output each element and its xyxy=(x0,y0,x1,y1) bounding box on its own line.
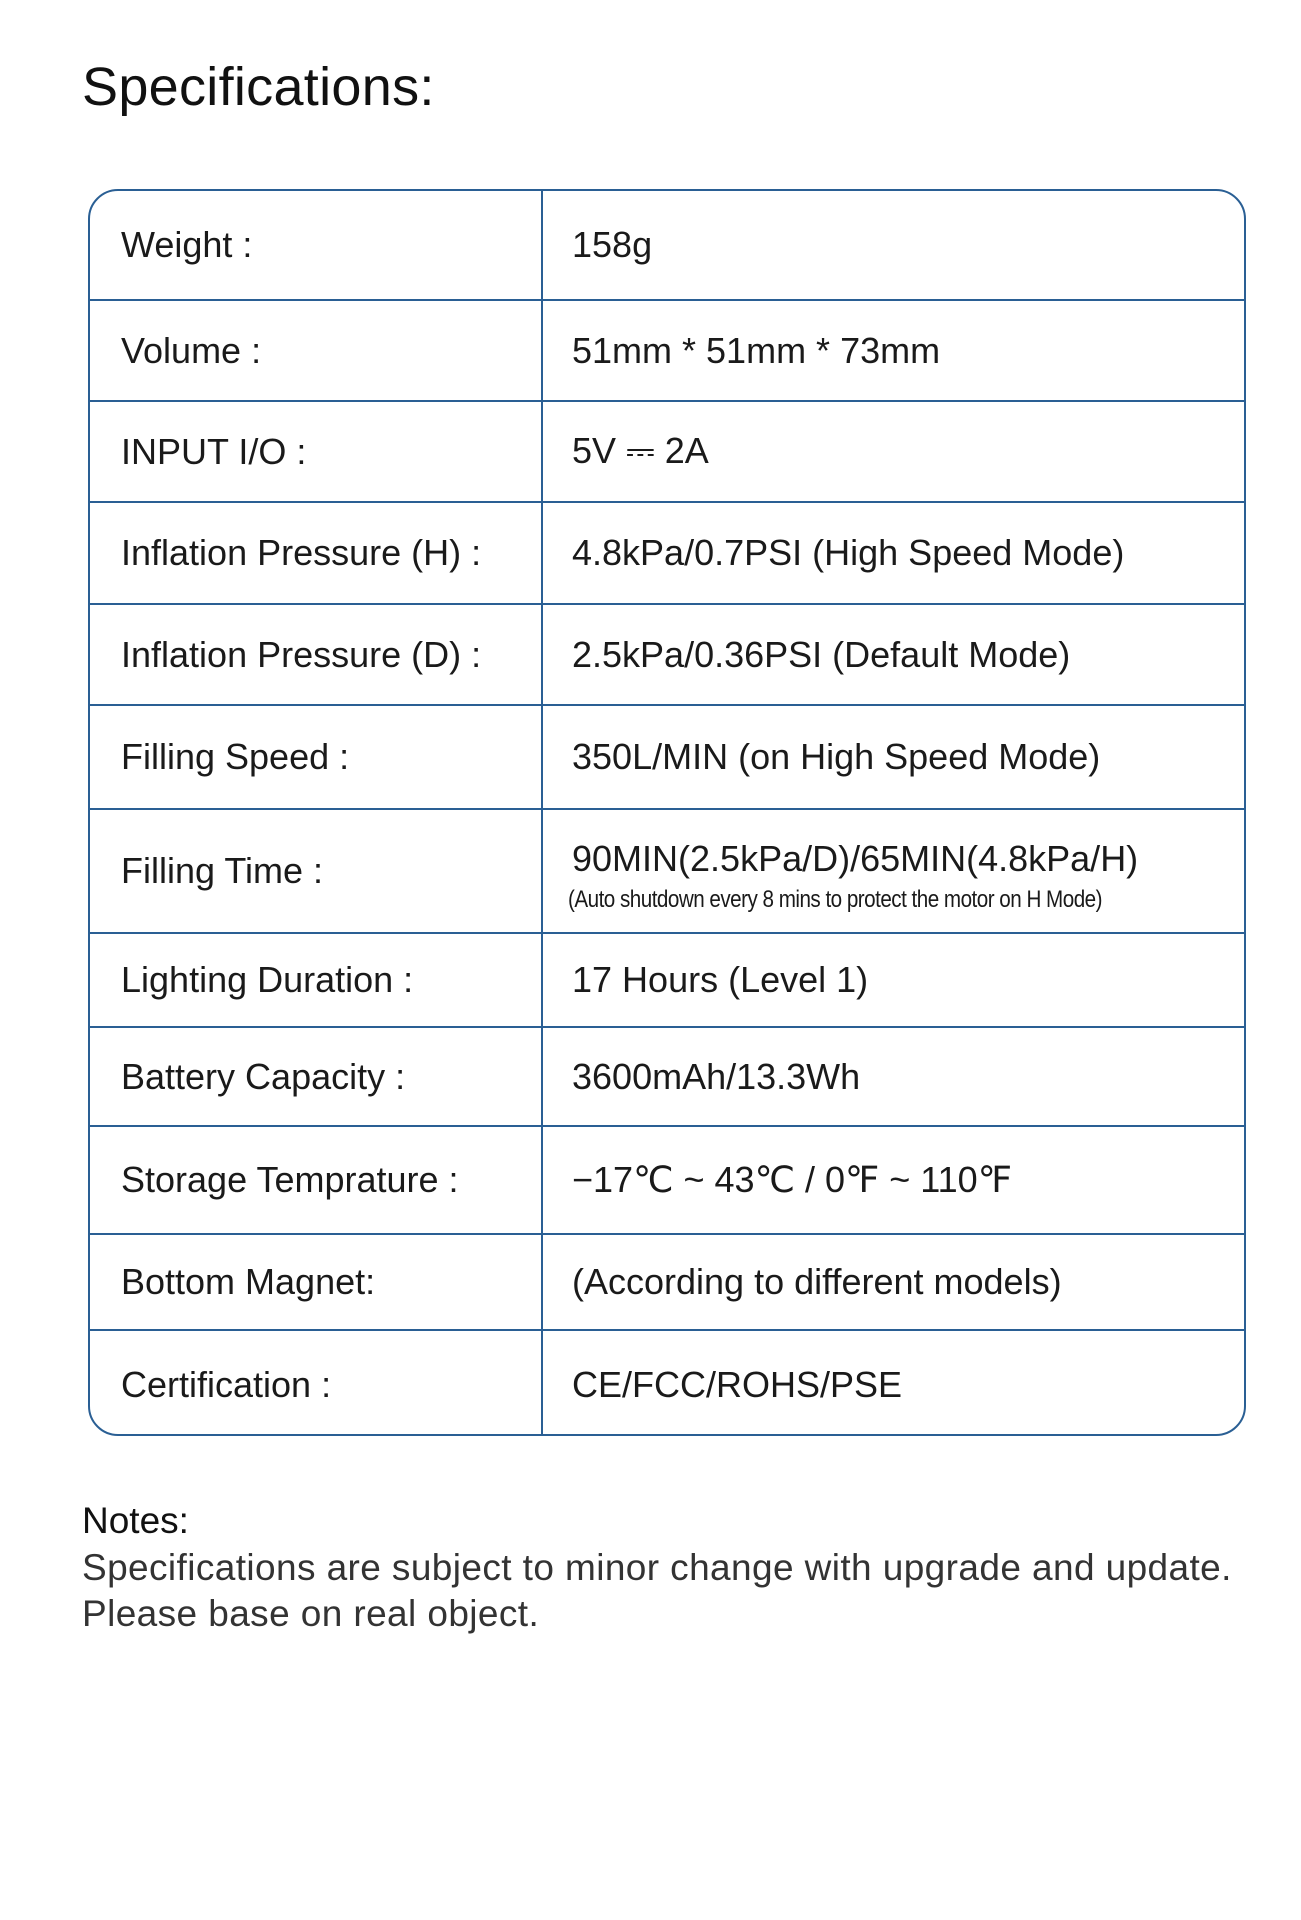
spec-row-storage-temperature xyxy=(90,1127,1244,1235)
spec-label: Weight : xyxy=(90,191,543,299)
spec-row-weight xyxy=(90,191,1244,301)
spec-table xyxy=(88,189,1246,1436)
spec-label: Battery Capacity : xyxy=(90,1028,543,1125)
spec-label: Lighting Duration : xyxy=(90,934,543,1026)
spec-value xyxy=(543,1235,1244,1329)
spec-row-volume xyxy=(90,301,1244,402)
spec-value xyxy=(543,503,1244,603)
spec-value xyxy=(543,706,1244,808)
spec-value xyxy=(543,402,1244,501)
spec-label: Certification : xyxy=(90,1331,543,1436)
spec-value xyxy=(543,1028,1244,1125)
spec-value-note: (Auto shutdown every 8 mins to protect the motor on H Mode) xyxy=(568,886,1102,913)
spec-value xyxy=(543,1127,1244,1233)
spec-value-text: 4.8kPa/0.7PSI (High Speed Mode) xyxy=(572,532,1125,573)
page-title: Specifications: xyxy=(82,57,435,117)
spec-value-text: CE/FCC/ROHS/PSE xyxy=(572,1363,903,1405)
notes-text: Specifications are subject to minor change with upgrade and update. Please base on real object. xyxy=(82,1547,1232,1634)
spec-value-text: 158g xyxy=(572,224,653,265)
spec-value-text: 350L/MIN (on High Speed Mode) xyxy=(572,736,1101,777)
spec-row-battery-capacity xyxy=(90,1028,1244,1127)
spec-row-filling-time xyxy=(90,810,1244,934)
spec-value xyxy=(543,810,1244,932)
spec-row-input xyxy=(90,402,1244,503)
spec-value-text: 17 Hours (Level 1) xyxy=(572,959,869,1000)
spec-value xyxy=(543,301,1244,400)
spec-value-text: 90MIN(2.5kPa/D)/65MIN(4.8kPa/H) xyxy=(572,838,1139,879)
spec-label: Filling Time : xyxy=(90,810,543,932)
spec-row-filling-speed xyxy=(90,706,1244,810)
spec-value-text: 5V ⎓ 2A xyxy=(572,430,709,471)
spec-label: Filling Speed : xyxy=(90,706,543,808)
spec-row-inflation-pressure-h xyxy=(90,503,1244,605)
spec-value-text: (According to different models) xyxy=(572,1261,1062,1302)
spec-value xyxy=(543,1331,1244,1436)
spec-label: INPUT I/O : xyxy=(90,402,543,501)
spec-label: Bottom Magnet: xyxy=(90,1235,543,1329)
spec-label: Volume : xyxy=(90,301,543,400)
spec-row-inflation-pressure-d xyxy=(90,605,1244,706)
spec-row-lighting-duration xyxy=(90,934,1244,1028)
spec-row-bottom-magnet xyxy=(90,1235,1244,1331)
spec-value-text: 2.5kPa/0.36PSI (Default Mode) xyxy=(572,633,1071,675)
spec-label: Storage Temprature : xyxy=(90,1127,543,1233)
spec-value-text: 3600mAh/13.3Wh xyxy=(572,1055,861,1097)
spec-row-certification xyxy=(90,1331,1244,1436)
spec-label: Inflation Pressure (D) : xyxy=(90,605,543,704)
spec-value-text: −17℃ ~ 43℃ / 0℉ ~ 110℉ xyxy=(572,1159,1012,1200)
spec-value xyxy=(543,605,1244,704)
spec-label: Inflation Pressure (H) : xyxy=(90,503,543,603)
spec-value xyxy=(543,191,1244,299)
spec-value xyxy=(543,934,1244,1026)
spec-value-text: 51mm * 51mm * 73mm xyxy=(572,329,941,371)
notes-title: Notes: xyxy=(82,1500,189,1541)
